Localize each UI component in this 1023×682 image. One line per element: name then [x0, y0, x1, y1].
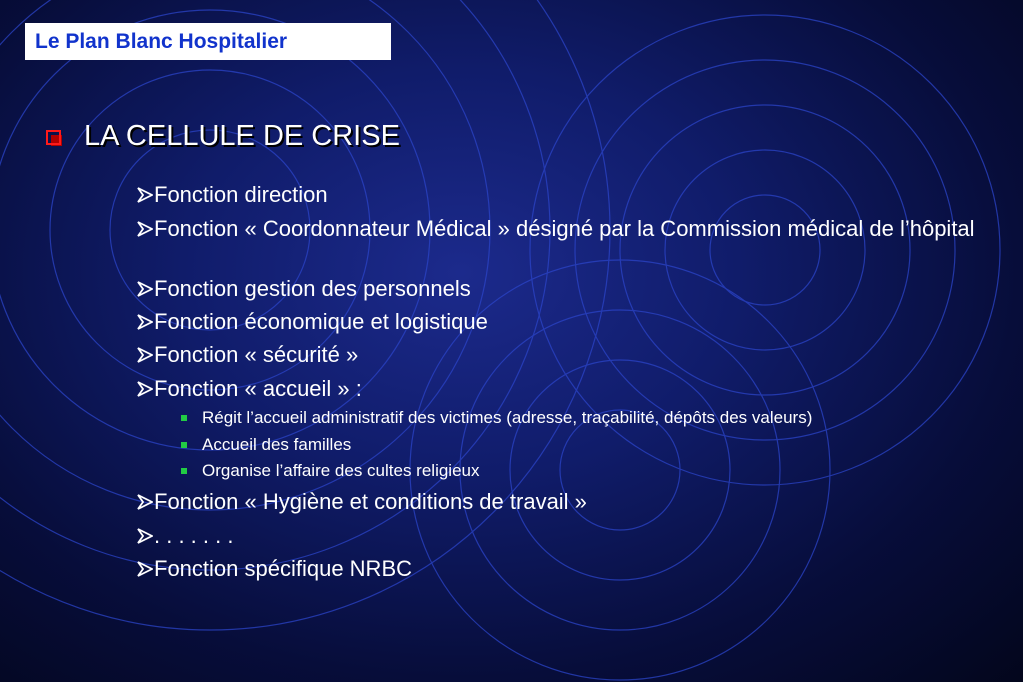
- slide-title: Le Plan Blanc Hospitalier: [35, 29, 288, 53]
- list-item-label: Fonction « sécurité »: [154, 342, 359, 367]
- list-item-label: Fonction « accueil » :: [154, 376, 362, 401]
- sub-list-item: [181, 460, 480, 482]
- list-item-label: Fonction direction: [154, 182, 328, 207]
- arrowhead-icon: [136, 376, 154, 402]
- arrowhead-icon: [136, 489, 154, 515]
- list-item-label: Fonction gestion des personnels: [154, 276, 471, 301]
- list-item: [136, 556, 412, 582]
- sub-list-item-label: Organise l’affaire des cultes religieux: [202, 461, 480, 480]
- sub-list-item-label: Accueil des familles: [202, 435, 352, 454]
- arrowhead-icon: [136, 523, 154, 549]
- sub-list-item: [181, 407, 812, 429]
- arrowhead-icon: [136, 216, 154, 242]
- sub-list-item-label: Régit l’accueil administratif des victimes (adresse, traçabilité, dépôts des valeurs): [202, 408, 813, 427]
- section-heading-text: LA CELLULE DE CRISE: [84, 120, 400, 152]
- list-item: [136, 309, 488, 335]
- list-item-label: Fonction « Hygiène et conditions de travail »: [154, 489, 587, 514]
- green-square-icon: [181, 415, 187, 421]
- sub-list-item: [181, 434, 351, 456]
- list-item: [136, 342, 358, 368]
- arrowhead-icon: [136, 342, 154, 368]
- arrowhead-icon: [136, 276, 154, 302]
- slide-title-box: [25, 23, 391, 60]
- list-item: [136, 182, 328, 208]
- arrowhead-icon: [136, 182, 154, 208]
- checkbox-square-icon: [46, 130, 62, 146]
- list-item-label: Fonction économique et logistique: [154, 309, 488, 334]
- list-item-label: Fonction spécifique NRBC: [154, 556, 413, 581]
- list-item-label: Fonction « Coordonnateur Médical » désigné par la Commission médical de l’hôpital: [154, 216, 975, 241]
- list-item: [136, 276, 471, 302]
- list-item: [136, 376, 362, 402]
- green-square-icon: [181, 442, 187, 448]
- list-item-label: . . . . . . .: [154, 523, 234, 548]
- list-item: [136, 523, 233, 549]
- green-square-icon: [181, 468, 187, 474]
- section-heading: [46, 120, 400, 153]
- arrowhead-icon: [136, 556, 154, 582]
- list-item: [136, 489, 587, 515]
- arrowhead-icon: [136, 309, 154, 335]
- list-item: [136, 216, 984, 242]
